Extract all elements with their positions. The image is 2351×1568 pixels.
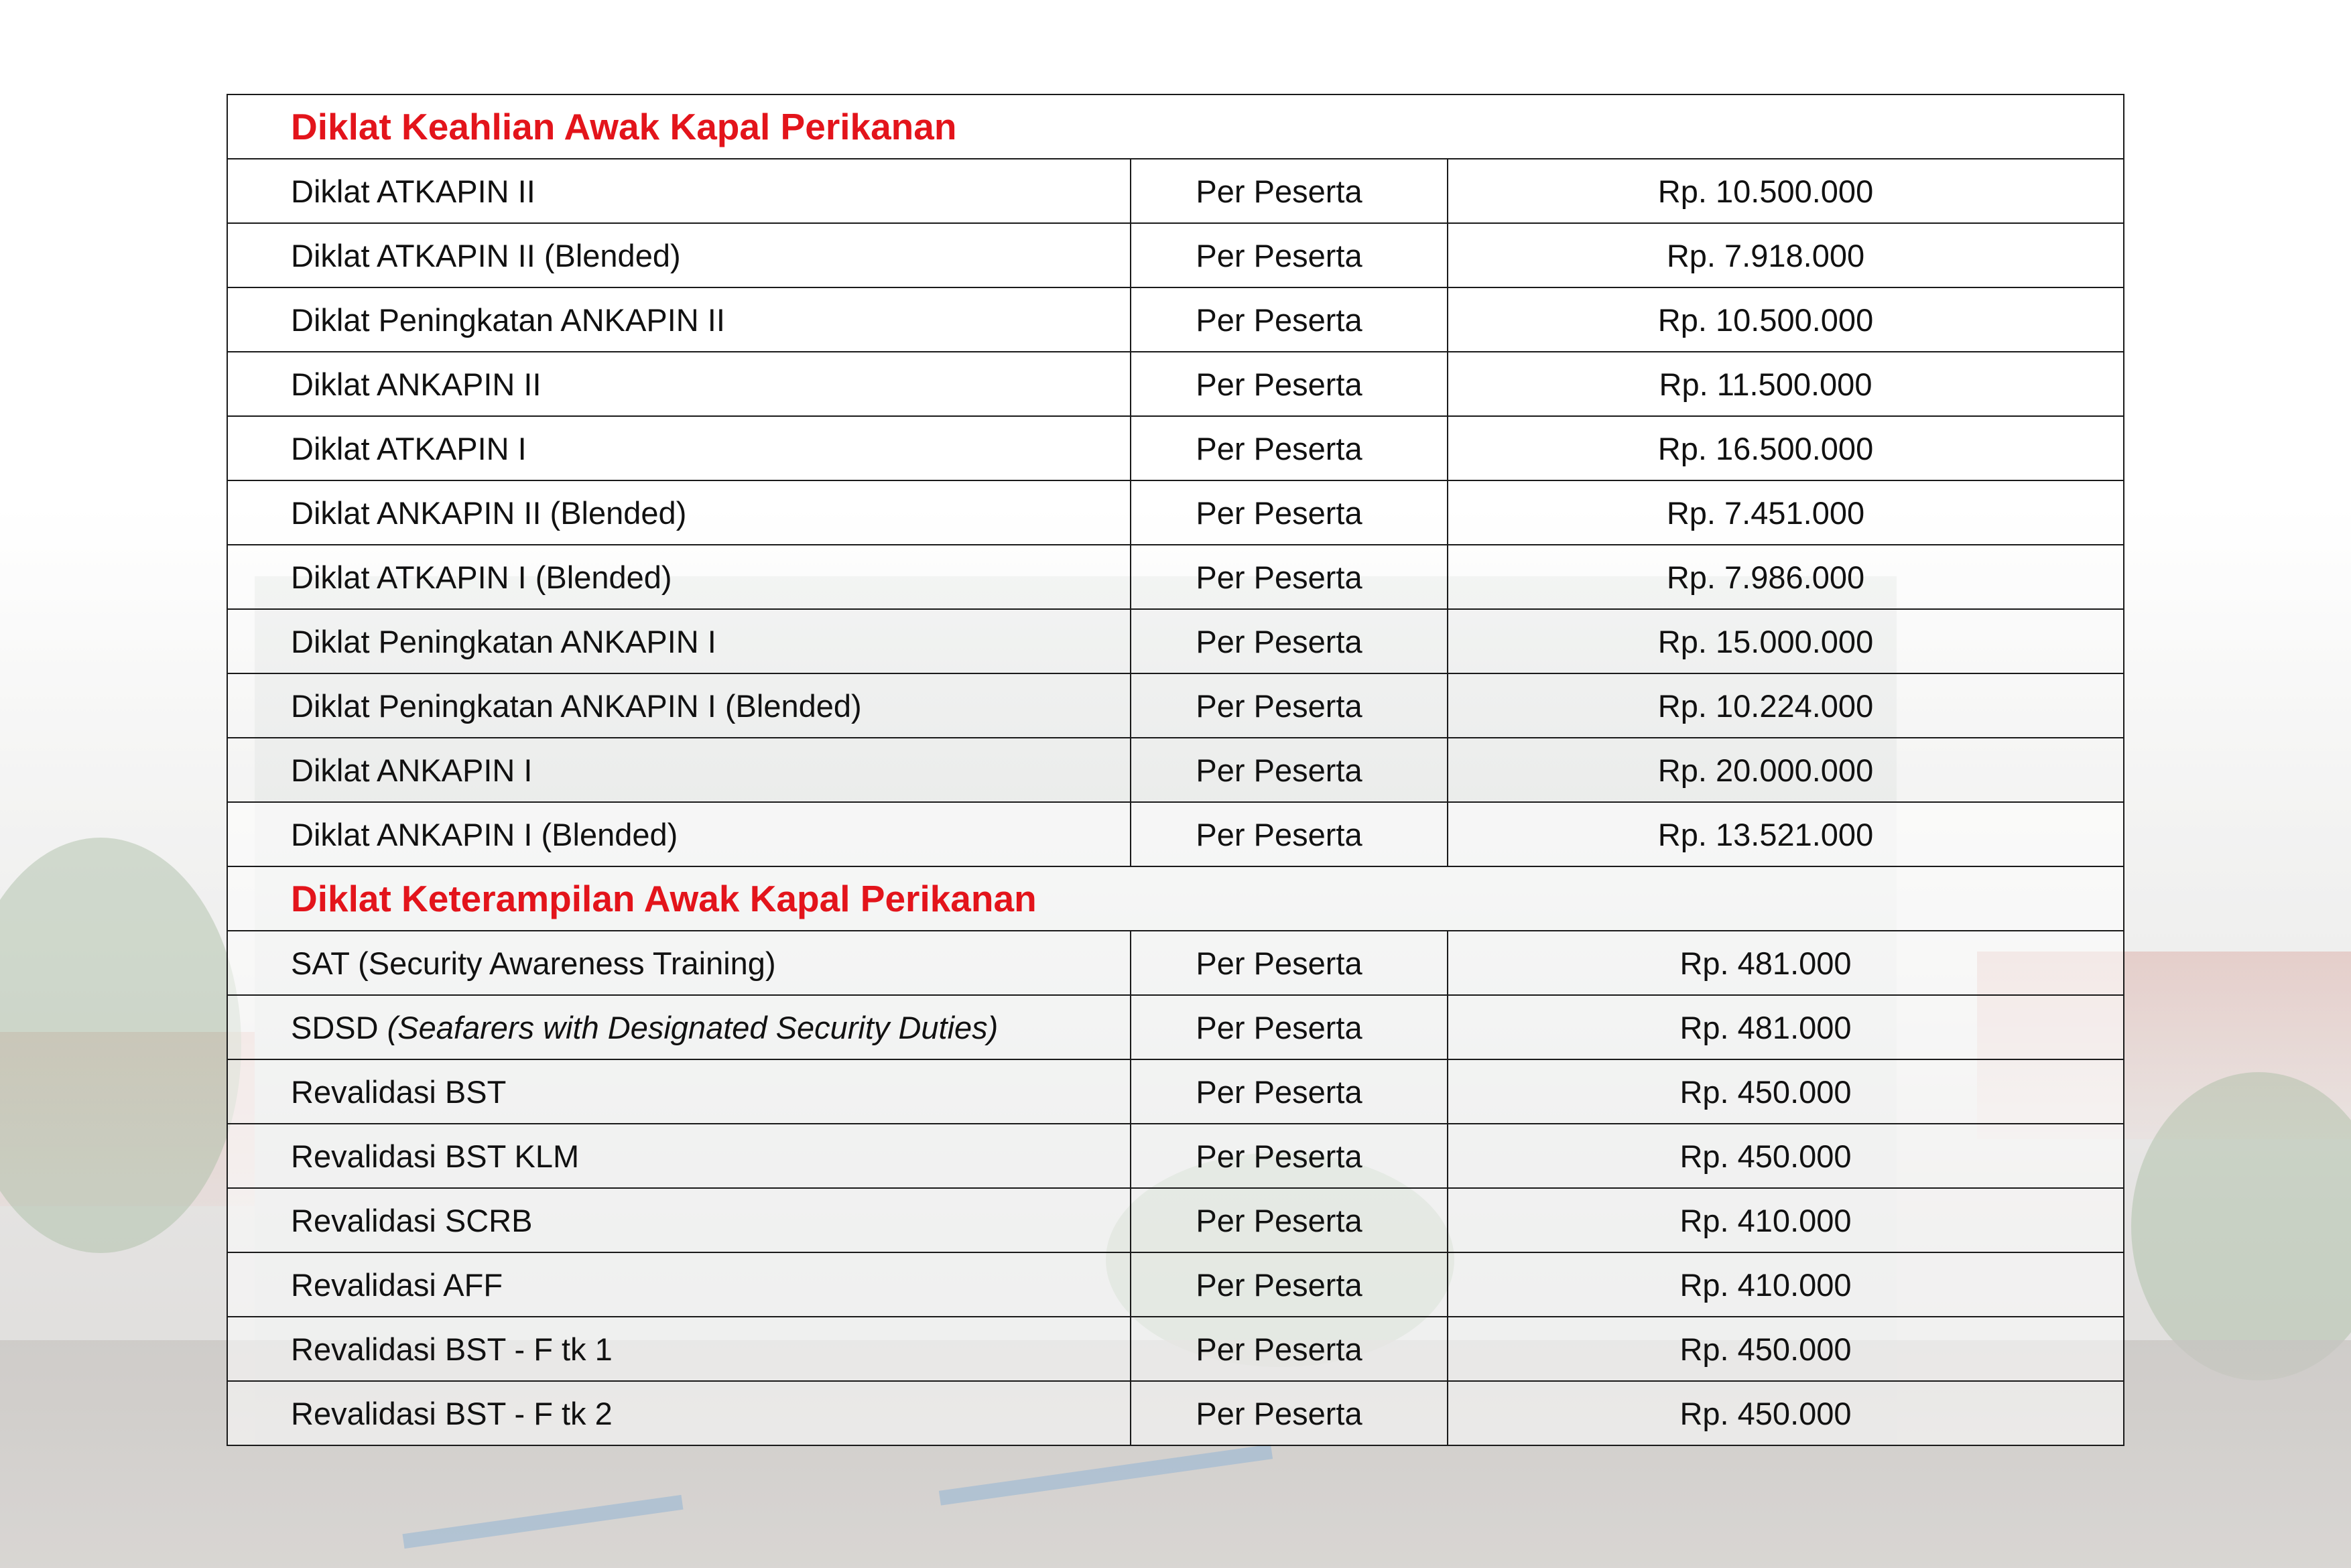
course-name: Revalidasi BST - F tk 2 — [291, 1395, 613, 1431]
table-row — [227, 545, 2124, 609]
table-row — [227, 352, 2124, 416]
price-cell: Rp. 10.224.000 — [1448, 673, 2124, 738]
course-name: Revalidasi BST — [291, 1073, 507, 1110]
price-cell: Rp. 7.918.000 — [1448, 223, 2124, 287]
course-name-cell — [227, 1381, 1131, 1445]
course-name: Diklat ATKAPIN II (Blended) — [291, 237, 681, 273]
unit-cell: Per Peserta — [1131, 1317, 1448, 1381]
unit-cell: Per Peserta — [1131, 738, 1448, 802]
table-row — [227, 1381, 2124, 1445]
price-table-body — [227, 94, 2124, 1445]
course-name-cell — [227, 480, 1131, 545]
course-name: Revalidasi BST KLM — [291, 1138, 580, 1174]
price-cell: Rp. 410.000 — [1448, 1252, 2124, 1317]
table-row — [227, 1124, 2124, 1188]
price-cell: Rp. 10.500.000 — [1448, 159, 2124, 223]
course-name: Diklat ATKAPIN II — [291, 173, 535, 209]
table-row — [227, 480, 2124, 545]
unit-cell: Per Peserta — [1131, 1124, 1448, 1188]
price-cell: Rp. 450.000 — [1448, 1059, 2124, 1124]
course-name: SAT (Security Awareness Training) — [291, 945, 776, 981]
unit-cell: Per Peserta — [1131, 480, 1448, 545]
course-name-cell — [227, 287, 1131, 352]
table-row — [227, 802, 2124, 866]
price-cell: Rp. 13.521.000 — [1448, 802, 2124, 866]
unit-cell: Per Peserta — [1131, 1381, 1448, 1445]
course-name: Diklat ANKAPIN I — [291, 752, 533, 788]
course-name-cell — [227, 1252, 1131, 1317]
course-name-cell — [227, 1188, 1131, 1252]
course-name-cell — [227, 223, 1131, 287]
section-title: Diklat Keterampilan Awak Kapal Perikanan — [227, 866, 2124, 931]
course-name-cell — [227, 995, 1131, 1059]
table-row — [227, 159, 2124, 223]
course-name-cell — [227, 352, 1131, 416]
course-name-italic: (Seafarers with Designated Security Duties) — [387, 1009, 999, 1045]
course-name-cell — [227, 802, 1131, 866]
unit-cell: Per Peserta — [1131, 802, 1448, 866]
price-cell: Rp. 7.986.000 — [1448, 545, 2124, 609]
unit-cell: Per Peserta — [1131, 223, 1448, 287]
course-name: Revalidasi BST - F tk 1 — [291, 1331, 613, 1367]
table-row — [227, 1317, 2124, 1381]
price-cell: Rp. 15.000.000 — [1448, 609, 2124, 673]
table-row — [227, 416, 2124, 480]
course-name: SDSD — [291, 1009, 379, 1045]
course-name-cell — [227, 545, 1131, 609]
section-header-row — [227, 94, 2124, 159]
course-name-cell — [227, 1317, 1131, 1381]
table-row — [227, 995, 2124, 1059]
unit-cell: Per Peserta — [1131, 416, 1448, 480]
price-cell: Rp. 20.000.000 — [1448, 738, 2124, 802]
price-cell: Rp. 450.000 — [1448, 1317, 2124, 1381]
course-name: Diklat Peningkatan ANKAPIN I (Blended) — [291, 688, 862, 724]
price-cell: Rp. 450.000 — [1448, 1381, 2124, 1445]
course-name-cell — [227, 931, 1131, 995]
table-row — [227, 223, 2124, 287]
table-row — [227, 1252, 2124, 1317]
unit-cell: Per Peserta — [1131, 1188, 1448, 1252]
price-table — [227, 94, 2124, 1446]
course-name: Diklat Peningkatan ANKAPIN II — [291, 302, 725, 338]
table-row — [227, 609, 2124, 673]
course-name: Diklat Peningkatan ANKAPIN I — [291, 623, 716, 659]
course-name: Revalidasi AFF — [291, 1266, 503, 1303]
price-cell: Rp. 481.000 — [1448, 995, 2124, 1059]
table-row — [227, 931, 2124, 995]
price-cell: Rp. 450.000 — [1448, 1124, 2124, 1188]
unit-cell: Per Peserta — [1131, 609, 1448, 673]
table-row — [227, 1059, 2124, 1124]
price-cell: Rp. 11.500.000 — [1448, 352, 2124, 416]
price-cell: Rp. 7.451.000 — [1448, 480, 2124, 545]
table-row — [227, 673, 2124, 738]
price-cell: Rp. 481.000 — [1448, 931, 2124, 995]
unit-cell: Per Peserta — [1131, 995, 1448, 1059]
course-name-cell — [227, 1059, 1131, 1124]
unit-cell: Per Peserta — [1131, 1059, 1448, 1124]
unit-cell: Per Peserta — [1131, 352, 1448, 416]
table-row — [227, 738, 2124, 802]
unit-cell: Per Peserta — [1131, 287, 1448, 352]
section-header-row — [227, 866, 2124, 931]
course-name-cell — [227, 159, 1131, 223]
price-cell: Rp. 10.500.000 — [1448, 287, 2124, 352]
course-name: Diklat ANKAPIN II (Blended) — [291, 495, 687, 531]
table-row — [227, 287, 2124, 352]
course-name-cell — [227, 609, 1131, 673]
unit-cell: Per Peserta — [1131, 673, 1448, 738]
unit-cell: Per Peserta — [1131, 159, 1448, 223]
unit-cell: Per Peserta — [1131, 1252, 1448, 1317]
course-name: Diklat ATKAPIN I — [291, 430, 527, 466]
course-name: Diklat ANKAPIN II — [291, 366, 542, 402]
course-name-cell — [227, 738, 1131, 802]
price-cell: Rp. 16.500.000 — [1448, 416, 2124, 480]
course-name: Revalidasi SCRB — [291, 1202, 533, 1238]
course-name-cell — [227, 1124, 1131, 1188]
table-row — [227, 1188, 2124, 1252]
course-name: Diklat ANKAPIN I (Blended) — [291, 816, 678, 852]
unit-cell: Per Peserta — [1131, 545, 1448, 609]
course-name-cell — [227, 416, 1131, 480]
course-name: Diklat ATKAPIN I (Blended) — [291, 559, 672, 595]
course-name-cell — [227, 673, 1131, 738]
unit-cell: Per Peserta — [1131, 931, 1448, 995]
price-cell: Rp. 410.000 — [1448, 1188, 2124, 1252]
section-title: Diklat Keahlian Awak Kapal Perikanan — [227, 94, 2124, 159]
